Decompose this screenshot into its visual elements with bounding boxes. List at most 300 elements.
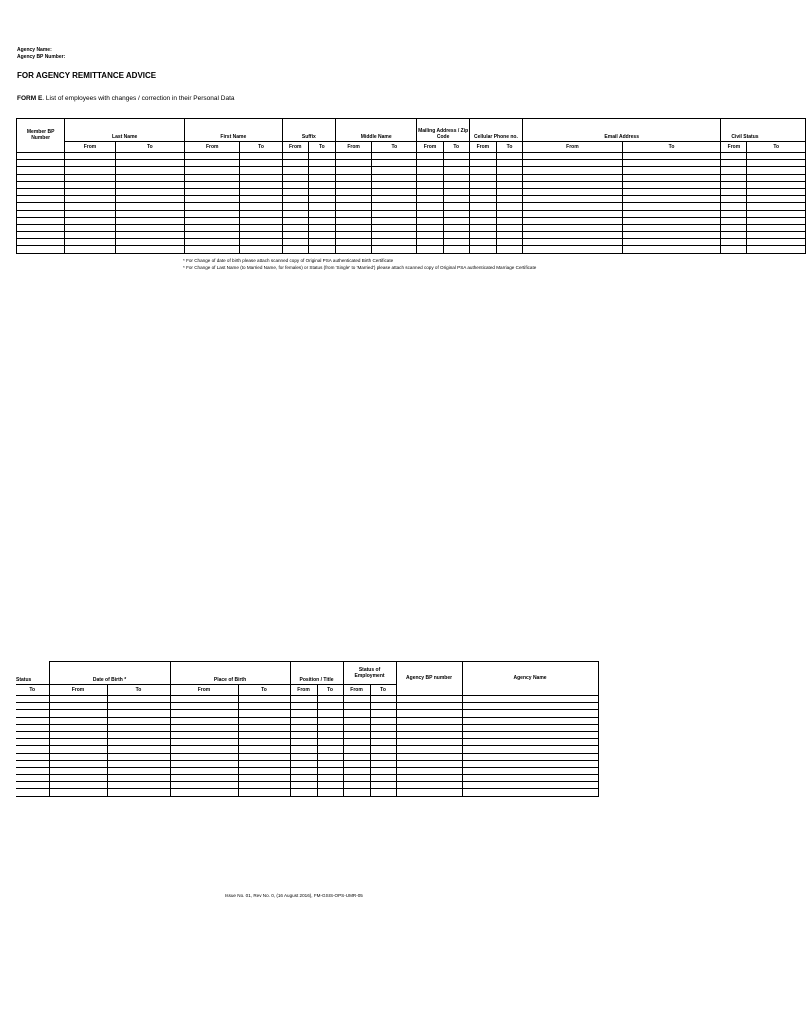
table-cell[interactable] (396, 703, 462, 710)
table-cell[interactable] (49, 739, 107, 746)
table-cell[interactable] (115, 217, 184, 224)
table-cell[interactable] (107, 739, 170, 746)
table-cell[interactable] (622, 160, 721, 167)
table-cell[interactable] (185, 174, 240, 181)
table-cell[interactable] (170, 767, 238, 774)
table-cell[interactable] (372, 246, 417, 253)
table-cell[interactable] (282, 239, 308, 246)
table-cell[interactable] (721, 232, 747, 239)
table-cell[interactable] (335, 232, 371, 239)
table-cell[interactable] (343, 789, 370, 796)
table-cell[interactable] (240, 224, 282, 231)
table-cell[interactable] (343, 739, 370, 746)
table-cell[interactable] (107, 746, 170, 753)
table-cell[interactable] (335, 217, 371, 224)
table-cell[interactable] (290, 767, 317, 774)
table-cell[interactable] (290, 696, 317, 703)
table-cell[interactable] (308, 160, 335, 167)
table-cell[interactable] (65, 217, 115, 224)
table-cell[interactable] (238, 746, 290, 753)
table-cell[interactable] (721, 181, 747, 188)
table-cell[interactable] (370, 724, 396, 731)
table-cell[interactable] (308, 167, 335, 174)
table-cell[interactable] (622, 203, 721, 210)
table-cell[interactable] (443, 196, 469, 203)
table-cell[interactable] (721, 217, 747, 224)
table-cell[interactable] (523, 246, 623, 253)
table-cell[interactable] (115, 224, 184, 231)
table-cell[interactable] (747, 181, 806, 188)
table-cell[interactable] (372, 203, 417, 210)
table-cell[interactable] (317, 710, 343, 717)
table-cell[interactable] (65, 188, 115, 195)
table-cell[interactable] (282, 217, 308, 224)
table-cell[interactable] (462, 760, 598, 767)
table-cell[interactable] (462, 767, 598, 774)
table-cell[interactable] (238, 767, 290, 774)
table-cell[interactable] (396, 696, 462, 703)
table-cell[interactable] (238, 717, 290, 724)
table-cell[interactable] (16, 710, 49, 717)
table-cell[interactable] (747, 239, 806, 246)
table-cell[interactable] (308, 217, 335, 224)
table-cell[interactable] (290, 789, 317, 796)
table-cell[interactable] (16, 775, 49, 782)
table-cell[interactable] (622, 210, 721, 217)
table-cell[interactable] (290, 775, 317, 782)
table-cell[interactable] (396, 739, 462, 746)
table-cell[interactable] (185, 246, 240, 253)
table-cell[interactable] (372, 224, 417, 231)
table-cell[interactable] (107, 731, 170, 738)
table-cell[interactable] (417, 246, 443, 253)
table-cell[interactable] (396, 710, 462, 717)
table-cell[interactable] (622, 246, 721, 253)
table-cell[interactable] (170, 717, 238, 724)
table-cell[interactable] (107, 703, 170, 710)
table-cell[interactable] (443, 160, 469, 167)
table-cell[interactable] (462, 717, 598, 724)
table-cell[interactable] (417, 217, 443, 224)
table-cell[interactable] (747, 167, 806, 174)
table-cell[interactable] (65, 246, 115, 253)
table-cell[interactable] (282, 188, 308, 195)
table-cell[interactable] (721, 203, 747, 210)
table-cell[interactable] (115, 246, 184, 253)
table-cell[interactable] (317, 775, 343, 782)
table-cell[interactable] (523, 188, 623, 195)
table-cell[interactable] (496, 181, 522, 188)
table-cell[interactable] (290, 724, 317, 731)
table-cell[interactable] (240, 239, 282, 246)
table-cell[interactable] (170, 731, 238, 738)
table-cell[interactable] (523, 174, 623, 181)
table-cell[interactable] (107, 717, 170, 724)
table-cell[interactable] (335, 188, 371, 195)
table-cell[interactable] (372, 181, 417, 188)
table-cell[interactable] (396, 760, 462, 767)
table-cell[interactable] (185, 181, 240, 188)
table-cell[interactable] (443, 174, 469, 181)
table-cell[interactable] (372, 196, 417, 203)
table-cell[interactable] (496, 210, 522, 217)
table-cell[interactable] (185, 167, 240, 174)
table-cell[interactable] (462, 696, 598, 703)
table-cell[interactable] (17, 167, 65, 174)
table-cell[interactable] (115, 160, 184, 167)
table-cell[interactable] (622, 239, 721, 246)
table-cell[interactable] (370, 746, 396, 753)
table-cell[interactable] (335, 246, 371, 253)
table-cell[interactable] (16, 731, 49, 738)
table-cell[interactable] (469, 210, 496, 217)
table-cell[interactable] (343, 717, 370, 724)
table-cell[interactable] (185, 203, 240, 210)
table-cell[interactable] (370, 782, 396, 789)
table-cell[interactable] (370, 703, 396, 710)
table-cell[interactable] (308, 174, 335, 181)
table-cell[interactable] (317, 696, 343, 703)
table-cell[interactable] (370, 753, 396, 760)
table-cell[interactable] (16, 696, 49, 703)
table-cell[interactable] (317, 753, 343, 760)
table-cell[interactable] (496, 167, 522, 174)
table-cell[interactable] (335, 181, 371, 188)
table-cell[interactable] (107, 775, 170, 782)
table-cell[interactable] (65, 167, 115, 174)
table-cell[interactable] (115, 210, 184, 217)
table-cell[interactable] (115, 196, 184, 203)
table-cell[interactable] (317, 767, 343, 774)
table-cell[interactable] (523, 239, 623, 246)
table-cell[interactable] (282, 246, 308, 253)
table-cell[interactable] (115, 174, 184, 181)
table-cell[interactable] (622, 181, 721, 188)
table-cell[interactable] (496, 246, 522, 253)
table-cell[interactable] (16, 746, 49, 753)
table-cell[interactable] (469, 239, 496, 246)
table-cell[interactable] (107, 767, 170, 774)
table-cell[interactable] (17, 224, 65, 231)
table-cell[interactable] (65, 160, 115, 167)
table-cell[interactable] (417, 239, 443, 246)
table-cell[interactable] (49, 717, 107, 724)
table-cell[interactable] (16, 724, 49, 731)
table-cell[interactable] (523, 232, 623, 239)
table-cell[interactable] (238, 703, 290, 710)
table-cell[interactable] (343, 703, 370, 710)
table-cell[interactable] (185, 210, 240, 217)
table-cell[interactable] (290, 710, 317, 717)
table-cell[interactable] (49, 731, 107, 738)
table-cell[interactable] (417, 224, 443, 231)
table-cell[interactable] (721, 239, 747, 246)
table-cell[interactable] (49, 703, 107, 710)
table-cell[interactable] (240, 188, 282, 195)
table-cell[interactable] (721, 188, 747, 195)
table-cell[interactable] (622, 232, 721, 239)
table-cell[interactable] (17, 181, 65, 188)
table-cell[interactable] (496, 239, 522, 246)
table-cell[interactable] (462, 746, 598, 753)
table-cell[interactable] (372, 239, 417, 246)
table-cell[interactable] (185, 217, 240, 224)
table-cell[interactable] (469, 246, 496, 253)
table-cell[interactable] (317, 703, 343, 710)
table-cell[interactable] (370, 696, 396, 703)
table-cell[interactable] (372, 153, 417, 160)
table-cell[interactable] (65, 224, 115, 231)
table-cell[interactable] (290, 717, 317, 724)
table-cell[interactable] (240, 181, 282, 188)
table-cell[interactable] (370, 739, 396, 746)
table-cell[interactable] (417, 188, 443, 195)
table-cell[interactable] (443, 167, 469, 174)
table-cell[interactable] (747, 232, 806, 239)
table-cell[interactable] (372, 167, 417, 174)
table-cell[interactable] (622, 217, 721, 224)
table-cell[interactable] (49, 724, 107, 731)
table-cell[interactable] (335, 153, 371, 160)
table-cell[interactable] (16, 789, 49, 796)
table-cell[interactable] (290, 739, 317, 746)
table-cell[interactable] (721, 153, 747, 160)
table-cell[interactable] (17, 196, 65, 203)
table-cell[interactable] (238, 753, 290, 760)
table-cell[interactable] (308, 153, 335, 160)
table-cell[interactable] (469, 160, 496, 167)
table-cell[interactable] (747, 153, 806, 160)
table-cell[interactable] (417, 167, 443, 174)
table-cell[interactable] (462, 789, 598, 796)
table-cell[interactable] (622, 174, 721, 181)
table-cell[interactable] (317, 760, 343, 767)
table-cell[interactable] (443, 246, 469, 253)
table-cell[interactable] (240, 217, 282, 224)
table-cell[interactable] (417, 210, 443, 217)
table-cell[interactable] (282, 167, 308, 174)
table-cell[interactable] (49, 746, 107, 753)
table-cell[interactable] (443, 217, 469, 224)
table-cell[interactable] (343, 731, 370, 738)
table-cell[interactable] (290, 760, 317, 767)
table-cell[interactable] (396, 782, 462, 789)
table-cell[interactable] (443, 181, 469, 188)
table-cell[interactable] (721, 160, 747, 167)
table-cell[interactable] (17, 239, 65, 246)
table-cell[interactable] (185, 196, 240, 203)
table-cell[interactable] (282, 210, 308, 217)
table-cell[interactable] (496, 188, 522, 195)
table-cell[interactable] (469, 188, 496, 195)
table-cell[interactable] (396, 717, 462, 724)
table-cell[interactable] (170, 760, 238, 767)
table-cell[interactable] (170, 782, 238, 789)
table-cell[interactable] (396, 724, 462, 731)
table-cell[interactable] (282, 153, 308, 160)
table-cell[interactable] (308, 239, 335, 246)
table-cell[interactable] (240, 160, 282, 167)
table-cell[interactable] (622, 224, 721, 231)
table-cell[interactable] (462, 739, 598, 746)
table-cell[interactable] (170, 724, 238, 731)
table-cell[interactable] (372, 188, 417, 195)
table-cell[interactable] (462, 775, 598, 782)
table-cell[interactable] (721, 210, 747, 217)
table-cell[interactable] (370, 717, 396, 724)
table-cell[interactable] (317, 739, 343, 746)
table-cell[interactable] (343, 724, 370, 731)
table-cell[interactable] (469, 203, 496, 210)
table-cell[interactable] (115, 203, 184, 210)
table-cell[interactable] (317, 717, 343, 724)
table-cell[interactable] (317, 746, 343, 753)
table-cell[interactable] (185, 153, 240, 160)
table-cell[interactable] (721, 224, 747, 231)
table-cell[interactable] (308, 196, 335, 203)
table-cell[interactable] (290, 782, 317, 789)
table-cell[interactable] (396, 767, 462, 774)
table-cell[interactable] (372, 210, 417, 217)
table-cell[interactable] (396, 753, 462, 760)
table-cell[interactable] (721, 246, 747, 253)
table-cell[interactable] (396, 775, 462, 782)
table-cell[interactable] (469, 153, 496, 160)
table-cell[interactable] (65, 181, 115, 188)
table-cell[interactable] (747, 224, 806, 231)
table-cell[interactable] (17, 246, 65, 253)
table-cell[interactable] (496, 160, 522, 167)
table-cell[interactable] (417, 181, 443, 188)
table-cell[interactable] (240, 153, 282, 160)
table-cell[interactable] (396, 731, 462, 738)
table-cell[interactable] (17, 174, 65, 181)
table-cell[interactable] (308, 246, 335, 253)
table-cell[interactable] (115, 181, 184, 188)
table-cell[interactable] (747, 174, 806, 181)
table-cell[interactable] (65, 153, 115, 160)
table-cell[interactable] (290, 731, 317, 738)
table-cell[interactable] (282, 181, 308, 188)
table-cell[interactable] (238, 789, 290, 796)
table-cell[interactable] (335, 196, 371, 203)
table-cell[interactable] (317, 731, 343, 738)
table-cell[interactable] (496, 203, 522, 210)
table-cell[interactable] (622, 167, 721, 174)
table-cell[interactable] (443, 188, 469, 195)
table-cell[interactable] (308, 203, 335, 210)
table-cell[interactable] (282, 160, 308, 167)
table-cell[interactable] (496, 174, 522, 181)
table-cell[interactable] (747, 246, 806, 253)
table-cell[interactable] (469, 196, 496, 203)
table-cell[interactable] (370, 775, 396, 782)
table-cell[interactable] (469, 174, 496, 181)
table-cell[interactable] (523, 224, 623, 231)
table-cell[interactable] (462, 782, 598, 789)
table-cell[interactable] (238, 739, 290, 746)
table-cell[interactable] (170, 746, 238, 753)
table-cell[interactable] (372, 160, 417, 167)
table-cell[interactable] (443, 210, 469, 217)
table-cell[interactable] (462, 753, 598, 760)
table-cell[interactable] (523, 153, 623, 160)
table-cell[interactable] (65, 239, 115, 246)
table-cell[interactable] (523, 160, 623, 167)
table-cell[interactable] (523, 217, 623, 224)
table-cell[interactable] (721, 174, 747, 181)
table-cell[interactable] (65, 196, 115, 203)
table-cell[interactable] (343, 753, 370, 760)
table-cell[interactable] (282, 203, 308, 210)
table-cell[interactable] (496, 153, 522, 160)
table-cell[interactable] (238, 782, 290, 789)
table-cell[interactable] (747, 196, 806, 203)
table-cell[interactable] (240, 232, 282, 239)
table-cell[interactable] (65, 232, 115, 239)
table-cell[interactable] (107, 789, 170, 796)
table-cell[interactable] (343, 696, 370, 703)
table-cell[interactable] (417, 160, 443, 167)
table-cell[interactable] (16, 753, 49, 760)
table-cell[interactable] (49, 767, 107, 774)
table-cell[interactable] (185, 188, 240, 195)
table-cell[interactable] (49, 710, 107, 717)
table-cell[interactable] (721, 167, 747, 174)
table-cell[interactable] (170, 775, 238, 782)
table-cell[interactable] (335, 167, 371, 174)
table-cell[interactable] (49, 753, 107, 760)
table-cell[interactable] (290, 753, 317, 760)
table-cell[interactable] (17, 217, 65, 224)
table-cell[interactable] (282, 196, 308, 203)
table-cell[interactable] (16, 739, 49, 746)
table-cell[interactable] (523, 196, 623, 203)
table-cell[interactable] (523, 167, 623, 174)
table-cell[interactable] (290, 746, 317, 753)
table-cell[interactable] (185, 160, 240, 167)
table-cell[interactable] (396, 789, 462, 796)
table-cell[interactable] (372, 232, 417, 239)
table-cell[interactable] (308, 210, 335, 217)
table-cell[interactable] (49, 782, 107, 789)
table-cell[interactable] (65, 203, 115, 210)
table-cell[interactable] (747, 160, 806, 167)
table-cell[interactable] (370, 731, 396, 738)
table-cell[interactable] (370, 760, 396, 767)
table-cell[interactable] (396, 746, 462, 753)
table-cell[interactable] (17, 210, 65, 217)
table-cell[interactable] (16, 782, 49, 789)
table-cell[interactable] (49, 789, 107, 796)
table-cell[interactable] (370, 767, 396, 774)
table-cell[interactable] (523, 181, 623, 188)
table-cell[interactable] (115, 167, 184, 174)
table-cell[interactable] (443, 153, 469, 160)
table-cell[interactable] (335, 224, 371, 231)
table-cell[interactable] (462, 703, 598, 710)
table-cell[interactable] (469, 167, 496, 174)
table-cell[interactable] (290, 703, 317, 710)
table-cell[interactable] (317, 782, 343, 789)
table-cell[interactable] (17, 160, 65, 167)
table-cell[interactable] (317, 724, 343, 731)
table-cell[interactable] (622, 153, 721, 160)
table-cell[interactable] (240, 203, 282, 210)
table-cell[interactable] (343, 775, 370, 782)
table-cell[interactable] (282, 224, 308, 231)
table-cell[interactable] (185, 239, 240, 246)
